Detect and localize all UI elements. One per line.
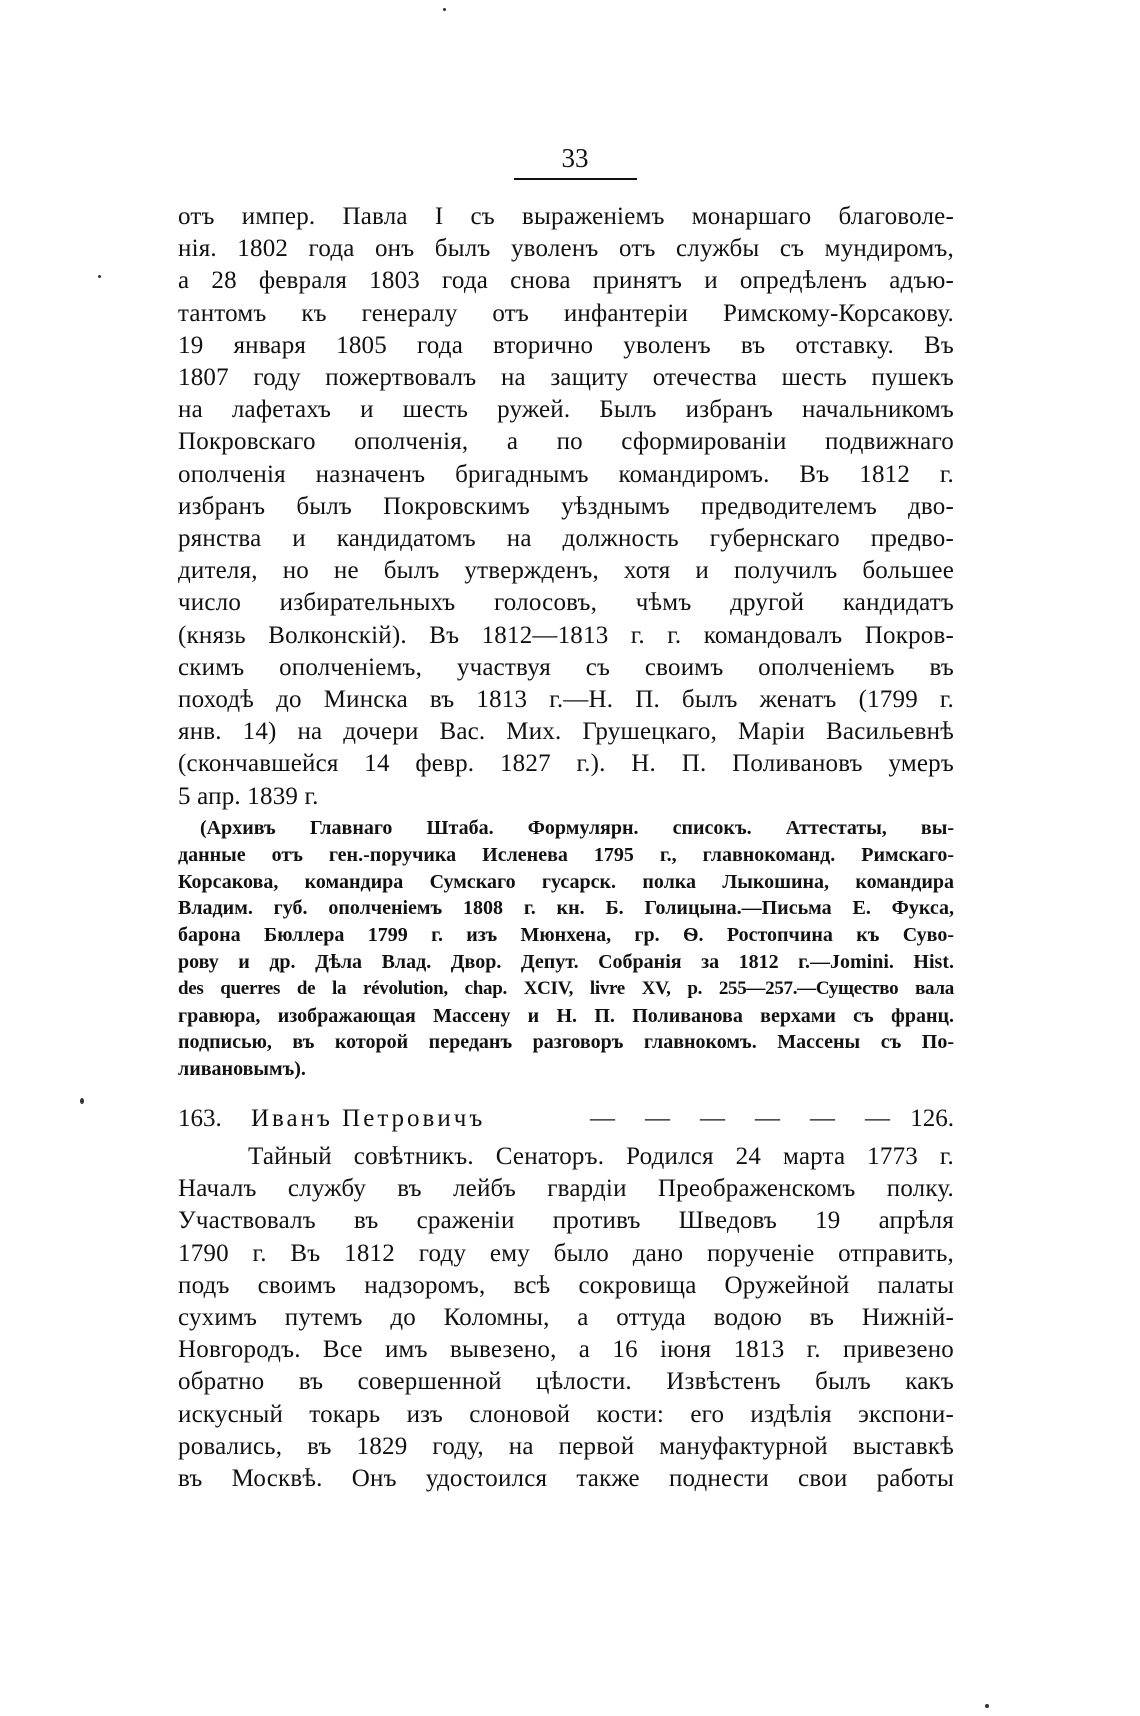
- body-line: Покровскаго ополченія, а по сформированіи подвижнаго: [178, 428, 954, 456]
- dash: —: [865, 1105, 890, 1132]
- body-line: походѣ до Минска въ 1813 г.—Н. П. былъ женатъ (1799 г.: [178, 686, 954, 714]
- body-line: нія. 1802 года онъ былъ уволенъ отъ службы съ мундиромъ,: [178, 235, 954, 263]
- entry-number: 163.: [178, 1105, 222, 1132]
- body-line: сухимъ путемъ до Коломны, а оттуда водою въ Нижній-: [178, 1304, 954, 1332]
- body-line: Тайный совѣтникъ. Сенаторъ. Родился 24 марта 1773 г.: [248, 1143, 954, 1170]
- body-line-last: 5 апр. 1839 г.: [178, 782, 319, 810]
- body-line: подъ своимъ надзоромъ, всѣ сокровища Оружейной палаты: [178, 1271, 954, 1299]
- note-line: Корсакова, командира Сумскаго гусарск. полка Лыкошина, командира: [178, 870, 954, 893]
- body-line: (скончавшейся 14 февр. 1827 г.). Н. П. Поливановъ умеръ: [178, 750, 954, 778]
- note-line: рову и др. Дѣла Влад. Двор. Депут. Собранія за 1812 г.—Jomini. Hist.: [178, 950, 954, 973]
- dash: —: [700, 1105, 725, 1132]
- body-line: на лафетахъ и шесть ружей. Былъ избранъ начальникомъ: [178, 396, 954, 424]
- body-line: ополченія назначенъ бригаднымъ командиромъ. Въ 1812 г.: [178, 460, 954, 488]
- dash: —: [755, 1105, 780, 1132]
- body-line: 1807 году пожертвовалъ на защиту отечества шесть пушекъ: [178, 364, 954, 392]
- note-line-last: ливановымъ).: [178, 1058, 306, 1081]
- note-line: данные отъ ген.-поручика Исленева 1795 г., главнокоманд. Римскаго-: [178, 843, 954, 866]
- previous-entry-body: [178, 201, 954, 813]
- body-line: 1790 г. Въ 1812 году ему было дано порученіе отправить,: [178, 1239, 954, 1267]
- body-line: 19 января 1805 года вторично уволенъ въ отставку. Въ: [178, 331, 954, 359]
- body-line: Началъ службу въ лейбъ гвардіи Преображенскомъ полку.: [178, 1175, 954, 1203]
- body-line: а 28 февраля 1803 года снова принятъ и опредѣленъ адъю-: [178, 267, 954, 295]
- page-number: 33: [561, 143, 589, 173]
- heading-dashes: [590, 1102, 890, 1136]
- note-line: Владим. губ. ополченіемъ 1808 г. кн. Б. Голицына.—Письма Е. Фукса,: [178, 897, 954, 920]
- entry-163-body: [178, 1141, 954, 1495]
- note-line: (Архивъ Главнаго Штаба. Формулярн. списокъ. Аттестаты, вы-: [200, 817, 954, 839]
- note-line: гравюра, изображающая Массену и Н. П. Поливанова верхами съ франц.: [178, 1004, 954, 1027]
- page-number-rule: [514, 178, 637, 180]
- body-line: избранъ былъ Покровскимъ уѣзднымъ предводителемъ дво-: [178, 492, 954, 520]
- body-line: Новгородъ. Все имъ вывезено, а 16 іюня 1813 г. привезено: [178, 1336, 954, 1364]
- dash: —: [810, 1105, 835, 1132]
- scan-speck: [98, 275, 101, 278]
- body-line: въ Москвѣ. Онъ удостоился также поднести свои работы: [178, 1465, 954, 1493]
- body-line: обратно въ совершенной цѣлости. Извѣстенъ былъ какъ: [178, 1368, 954, 1396]
- body-line: ровались, въ 1829 году, на первой мануфактурной выставкѣ: [178, 1432, 954, 1460]
- entry-name: Иванъ Петровичъ: [251, 1105, 486, 1132]
- entry-heading: [178, 1102, 954, 1136]
- dash: —: [590, 1105, 615, 1132]
- note-line: подписью, въ которой переданъ разговоръ главнокомъ. Массены съ По-: [178, 1031, 954, 1054]
- body-line: число избирательныхъ голосовъ, чѣмъ другой кандидатъ: [178, 589, 954, 617]
- scan-speck: [443, 8, 446, 11]
- entry-reference: 126.: [910, 1105, 954, 1132]
- dash: —: [645, 1105, 670, 1132]
- sources-note: [178, 815, 954, 1083]
- note-line: des querres de la révolution, chap. XCIV, livre XV, p. 255—257.—Существо вала: [178, 977, 954, 999]
- body-line: тантомъ къ генералу отъ инфантеріи Римскому-Корсакову.: [178, 299, 954, 327]
- body-line: янв. 14) на дочери Вас. Мих. Грушецкаго, Маріи Васильевнѣ: [178, 718, 954, 746]
- body-line: отъ импер. Павла I съ выраженіемъ монаршаго благоволе-: [178, 203, 954, 230]
- body-line: скимъ ополченіемъ, участвуя съ своимъ ополченіемъ въ: [178, 653, 954, 681]
- body-line: рянства и кандидатомъ на должность губернскаго предво-: [178, 525, 954, 553]
- scan-speck: [985, 1704, 989, 1708]
- body-line: искусный токарь изъ слоновой кости: его издѣлія экспони-: [178, 1400, 954, 1428]
- scan-speck: [80, 1098, 84, 1104]
- body-line: дителя, но не былъ утвержденъ, хотя и получилъ большее: [178, 557, 954, 585]
- body-line: Участвовалъ въ сраженіи противъ Шведовъ 19 апрѣля: [178, 1207, 954, 1235]
- note-line: барона Бюллера 1799 г. изъ Мюнхена, гр. Ѳ. Ростопчина къ Суво-: [178, 924, 954, 947]
- body-line: (князь Волконскій). Въ 1812—1813 г. г. командовалъ Покров-: [178, 621, 954, 649]
